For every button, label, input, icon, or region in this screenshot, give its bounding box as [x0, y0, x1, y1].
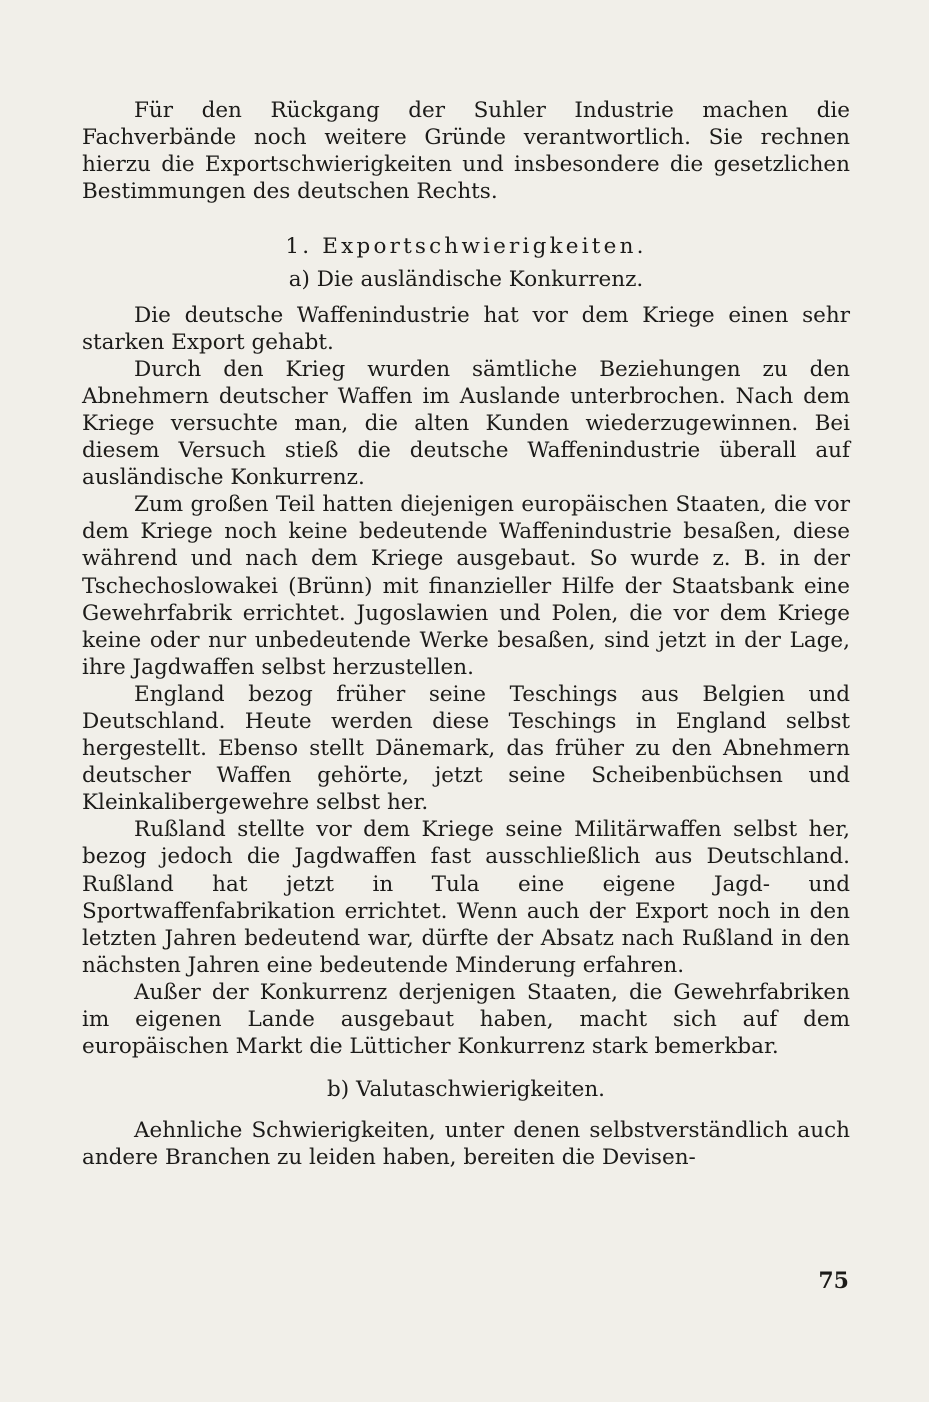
- paragraph: Die deutsche Waffenindustrie hat vor dem Kriege einen sehr starken Export gehabt.: [82, 302, 850, 355]
- paragraph: England bezog früher seine Teschings aus Belgien und Deutschland. Heute werden diese Teschings in England selbst hergestellt. Ebenso stellt Dänemark, das früher zu den Abnehmern deutscher Waffen gehörte, jetzt seine Scheibenbüchsen und Kleinkalibergewehre selbst her.: [82, 681, 850, 816]
- paragraph: Aehnliche Schwierigkeiten, unter denen selbstverständlich auch andere Branchen zu leiden haben, bereiten die Devisen-: [82, 1118, 850, 1171]
- body-text: [82, 97, 850, 1171]
- paragraph-intro: Für den Rückgang der Suhler Industrie machen die Fachverbände noch weitere Gründe verantwortlich. Sie rechnen hierzu die Exportschwierigkeiten und insbesondere die gesetzlichen Bestimmungen des deutschen Rechts.: [82, 98, 850, 205]
- subsection-heading-b: b) Valutaschwierigkeiten.: [326, 1077, 606, 1103]
- paragraph: Zum großen Teil hatten diejenigen europäischen Staaten, die vor dem Kriege noch keine bedeutende Waffenindustrie besaßen, diese während und nach dem Kriege ausgebaut. So wurde z. B. in der Tschechoslowakei (Brünn) mit finanzieller Hilfe der Staatsbank eine Gewehrfabrik errichtet. Jugoslawien und Polen, die vor dem Kriege keine oder nur unbedeutende Werke besaßen, sind jetzt in der Lage, ihre Jagdwaffen selbst herzustellen.: [82, 492, 850, 680]
- paragraph: Durch den Krieg wurden sämtliche Beziehungen zu den Abnehmern deutscher Waffen im Auslande unterbrochen. Nach dem Kriege versuchte man, die alten Kunden wiederzugewinnen. Bei diesem Versuch stieß die deutsche Waffenindustrie überall auf ausländische Konkurrenz.: [82, 356, 850, 491]
- page-number: 75: [818, 1268, 849, 1294]
- subsection-heading-a: a) Die ausländische Konkurrenz.: [288, 267, 644, 293]
- section-heading-1: 1. Exportschwierigkeiten.: [285, 234, 647, 260]
- paragraph: Rußland stellte vor dem Kriege seine Militärwaffen selbst her, bezog jedoch die Jagdwaffen fast ausschließlich aus Deutschland. Rußland hat jetzt in Tula eine eigene Jagd- und Sportwaffenfabrikation errichtet. Wenn auch der Export noch in den letzten Jahren bedeutend war, dürfte der Absatz nach Rußland in den nächsten Jahren eine bedeutende Minderung erfahren.: [82, 817, 850, 978]
- paragraph: Außer der Konkurrenz derjenigen Staaten, die Gewehrfabriken im eigenen Lande ausgebaut haben, macht sich auf dem europäischen Markt die Lütticher Konkurrenz stark bemerkbar.: [82, 979, 850, 1060]
